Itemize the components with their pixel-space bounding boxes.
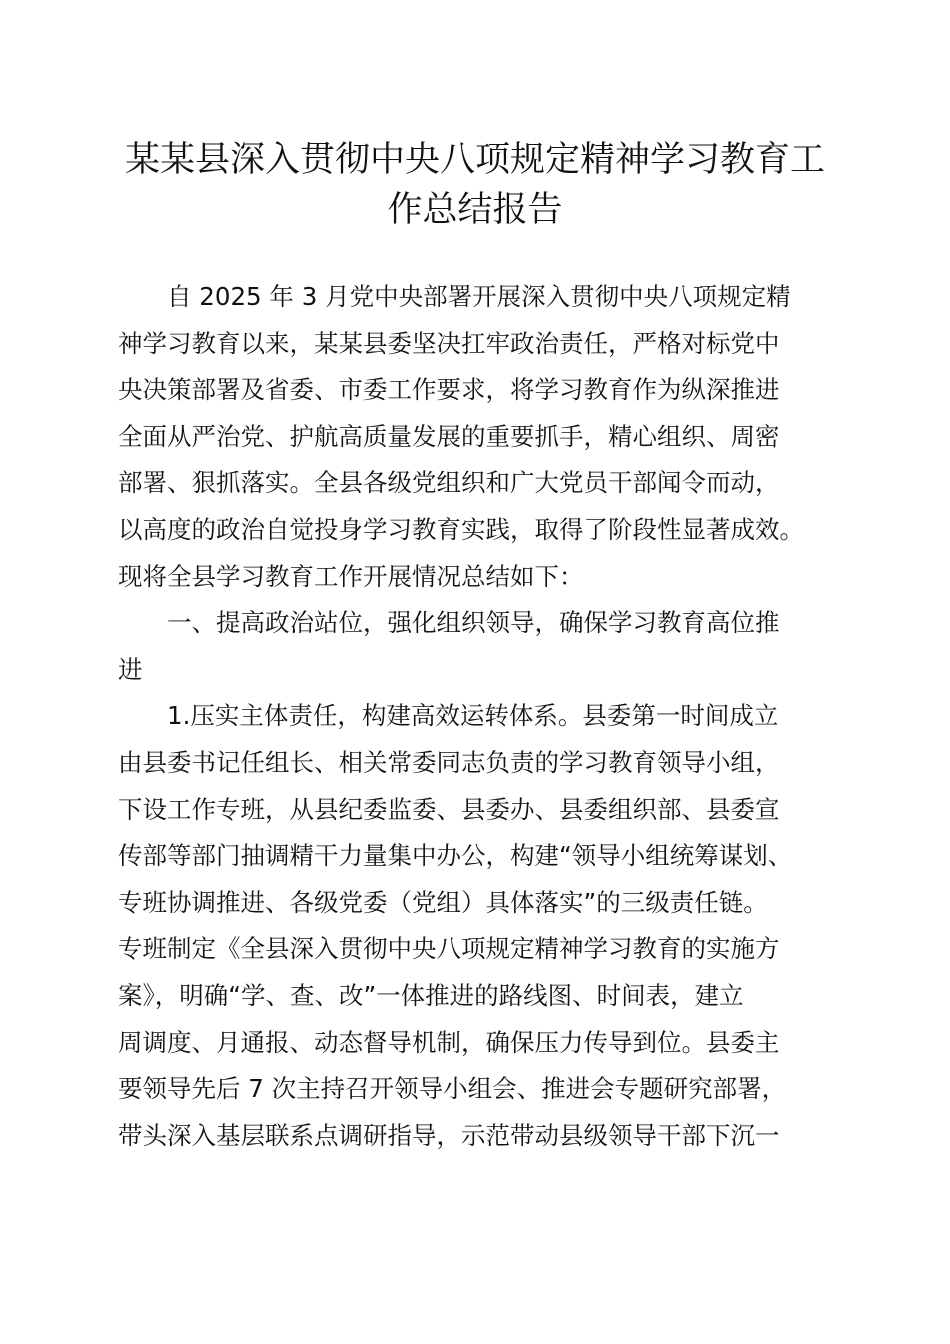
section-heading-line: 进 [118,654,143,684]
title-line-2: 作总结报告 [387,190,563,230]
body-line: 专班协调推进、各级党委（党组）具体落实”的三级责任链。 [118,887,768,917]
body-line: 以高度的政治自觉投身学习教育实践，取得了阶段性显著成效。 [118,514,804,544]
body-line: 全面从严治党、护航高质量发展的重要抓手，精心组织、周密 [118,421,780,451]
body-line: 带头深入基层联系点调研指导，示范带动县级领导干部下沉一 [118,1120,780,1150]
body-line: 神学习教育以来，某某县委坚决扛牢政治责任，严格对标党中 [118,328,780,358]
title-line-1: 某某县深入贯彻中央八项规定精神学习教育工 [124,140,825,180]
body-line: 专班制定《全县深入贯彻中央八项规定精神学习教育的实施方 [118,934,780,964]
body-line: 传部等部门抽调精干力量集中办公，构建“领导小组统筹谋划、 [118,841,793,871]
body-line: 要领导先后 7 次主持召开领导小组会、推进会专题研究部署， [118,1074,787,1104]
body-line: 自 2025 年 3 月党中央部署开展深入贯彻中央八项规定精 [118,282,791,311]
body-line: 央决策部署及省委、市委工作要求，将学习教育作为纵深推进 [118,375,780,405]
document-title [110,135,840,235]
body-line: 下设工作专班，从县纪委监委、县委办、县委组织部、县委宣 [118,794,780,824]
body-line: 由县委书记任组长、相关常委同志负责的学习教育领导小组， [118,747,780,777]
section-heading-line: 一、提高政治站位，强化组织领导，确保学习教育高位推 [118,608,780,638]
body-line: 1.压实主体责任，构建高效运转体系。县委第一时间成立 [118,701,779,731]
body-line: 部署、狠抓落实。全县各级党组织和广大党员干部闻令而动， [118,468,780,498]
body-line: 案》，明确“学、查、改”一体推进的路线图、时间表，建立 [118,980,744,1010]
body-line: 周调度、月通报、动态督导机制，确保压力传导到位。县委主 [118,1027,780,1057]
document-body [118,274,848,1159]
body-line: 现将全县学习教育工作开展情况总结如下： [118,561,584,591]
